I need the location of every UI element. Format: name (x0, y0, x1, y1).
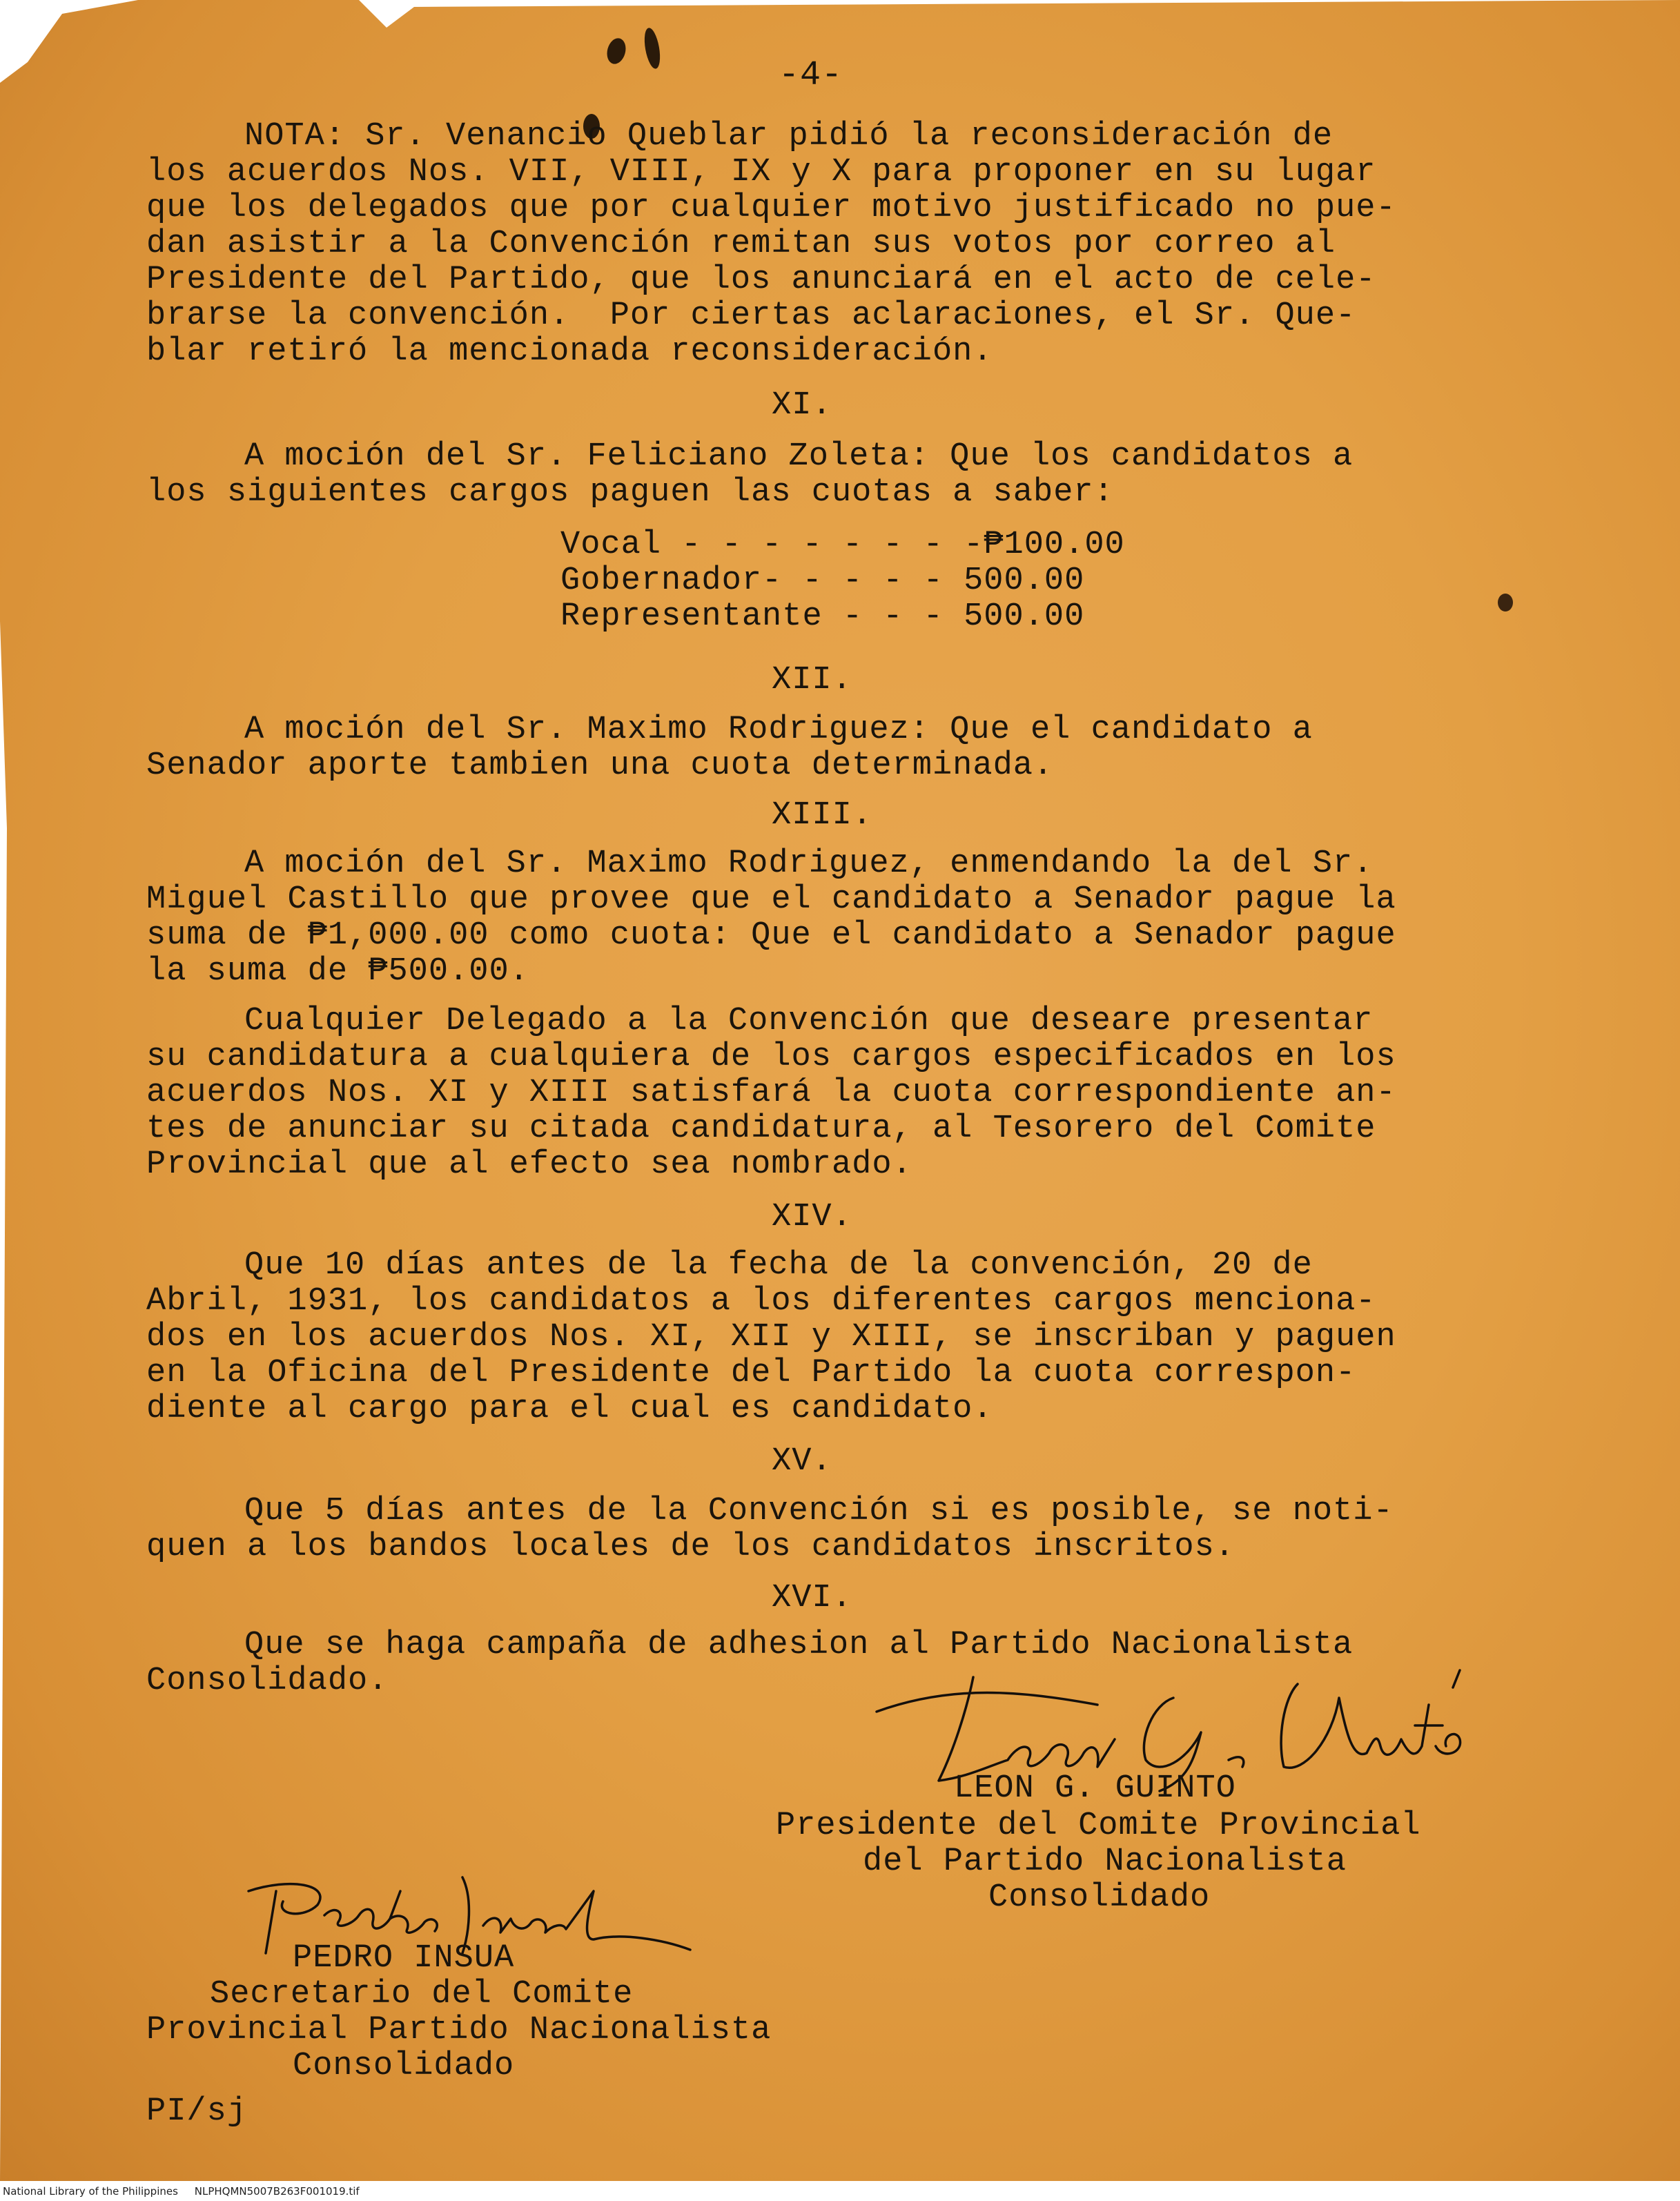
text-line: A moción del Sr. Maximo Rodriguez: Que el candidato a (244, 712, 1313, 748)
text-line: su candidatura a cualquiera de los cargos especificados en los (146, 1039, 1396, 1075)
text-line: que los delegados que por cualquier motivo justificado no pue- (146, 190, 1396, 226)
text-line: A moción del Sr. Feliciano Zoleta: Que los candidatos a (244, 438, 1354, 475)
text-line: acuerdos Nos. XI y XIII satisfará la cuota correspondiente an- (146, 1075, 1396, 1111)
text-line: diente al cargo para el cual es candidato. (146, 1391, 993, 1427)
section-heading-xiii: XIII. (772, 797, 873, 834)
president-title-line: Presidente del Comite Provincial (776, 1808, 1421, 1844)
president-title-line: Consolidado (988, 1879, 1211, 1916)
text-line: tes de anunciar su citada candidatura, al Tesorero del Comite (146, 1111, 1376, 1147)
section-heading-xi: XI. (772, 387, 832, 424)
text-line: Provincial que al efecto sea nombrado. (146, 1146, 912, 1183)
section-heading-xvi: XVI. (772, 1580, 852, 1616)
text-line: NOTA: Sr. Venancio Queblar pidió la reconsideración de (244, 118, 1334, 155)
text-line: Consolidado. (146, 1663, 389, 1699)
text-line: dan asistir a la Convención remitan sus votos por correo al (146, 226, 1336, 262)
text-line: Que 10 días antes de la fecha de la convención, 20 de (244, 1247, 1313, 1284)
ink-stain (1498, 594, 1513, 612)
text-line: en la Oficina del Presidente del Partido la cuota correspon- (146, 1355, 1356, 1391)
text-line: Abril, 1931, los candidatos a los diferentes cargos menciona- (146, 1283, 1376, 1320)
text-line: Presidente del Partido, que los anunciará en el acto de cele- (146, 262, 1376, 298)
text-line: blar retiró la mencionada reconsideración. (146, 333, 993, 370)
section-heading-xiv: XIV. (772, 1199, 852, 1235)
text-line: Que se haga campaña de adhesion al Partido Nacionalista (244, 1627, 1354, 1663)
text-line: suma de ₱1,000.00 como cuota: Que el candidato a Senador pague (146, 917, 1396, 954)
text-line: Cualquier Delegado a la Convención que deseare presentar (244, 1003, 1374, 1039)
fee-row-representante: Representante - - - 500.00 (560, 598, 1085, 635)
text-line: dos en los acuerdos Nos. XI, XII y XIII, se inscriban y paguen (146, 1319, 1396, 1356)
secretary-title-line: Secretario del Comite (210, 1976, 634, 2013)
section-heading-xii: XII. (772, 662, 852, 698)
secretary-title-line: Provincial Partido Nacionalista (146, 2012, 772, 2048)
president-title-line: del Partido Nacionalista (863, 1843, 1347, 1880)
text-line: los acuerdos Nos. VII, VIII, IX y X para proponer en su lugar (146, 154, 1376, 190)
text-line: brarse la convención. Por ciertas aclaraciones, el Sr. Que- (146, 297, 1356, 334)
text-line: A moción del Sr. Maximo Rodriguez, enmendando la del Sr. (244, 845, 1374, 882)
secretary-title-line: Consolidado (293, 2048, 515, 2084)
text-line: la suma de ₱500.00. (146, 953, 529, 990)
text-line: Senador aporte tambien una cuota determinada. (146, 747, 1054, 784)
secretary-name: PEDRO INSUA (293, 1940, 515, 1977)
fee-row-vocal: Vocal - - - - - - - -₱100.00 (560, 527, 1125, 563)
text-line: los siguientes cargos paguen las cuotas a saber: (146, 474, 1114, 511)
text-line: quen a los bandos locales de los candidatos inscritos. (146, 1529, 1235, 1565)
page-number: -4- (779, 56, 843, 95)
fee-row-gobernador: Gobernador- - - - - 500.00 (560, 563, 1085, 599)
text-line: Miguel Castillo que provee que el candidato a Senador pague la (146, 881, 1396, 918)
archive-footer: National Library of the Philippines NLPHQMN5007B263F001019.tif (3, 2185, 360, 2198)
president-name: LEON G. GUINTO (954, 1770, 1236, 1807)
text-line: Que 5 días antes de la Convención si es posible, se noti- (244, 1493, 1394, 1529)
section-heading-xv: XV. (772, 1443, 832, 1480)
reference-initials: PI/sj (146, 2093, 248, 2130)
